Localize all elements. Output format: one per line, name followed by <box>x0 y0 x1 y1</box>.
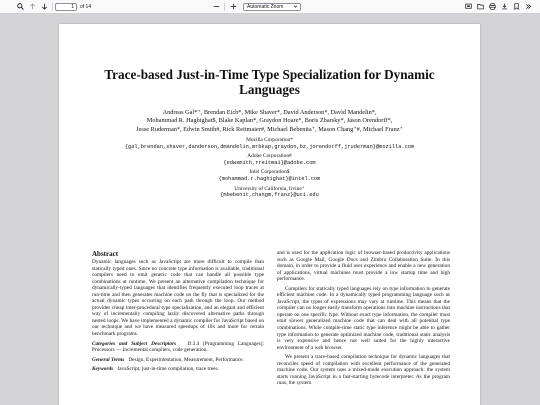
pdf-toolbar <box>0 0 540 14</box>
presentation-icon[interactable] <box>463 2 473 12</box>
paper-title <box>59 67 480 97</box>
abstract-heading: Abstract <box>92 250 119 258</box>
page-number-input[interactable]: 1 <box>55 3 77 11</box>
toolbar-separator <box>52 3 53 11</box>
affiliation-email: {gal,brendan,shaver,danderson,dmandelin,mrbkap,graydon,bz,jorendorff,jruderman}@mozilla.com <box>124 143 415 150</box>
general-terms-text: Design, Experimentation, Measurement, Performance. <box>128 356 244 363</box>
open-file-icon[interactable] <box>475 2 485 12</box>
page-count-label: of 14 <box>80 3 92 10</box>
body-paragraph: and is used for the application logic of browser-based productivity applications such as Google Mail, Google Docs and Zimbra Collaboration Suite. In this domain, in order to provide a fluid user experience and enable a new generation of applications, virtual machines must provide a low startup time and high performance. <box>277 250 450 283</box>
affiliation-name: Mozilla Corporation* <box>246 137 293 143</box>
title-line-2: Languages <box>239 82 300 97</box>
authors-line-3: Jesse Ruderman*, Edwin Smith#, Rick Reitmaier#, Michael Bebenita⁺, Mason Chang⁺#, Michael Franz⁺ <box>136 125 403 133</box>
authors-line-1: Andreas Gal*⁺, Brendan Eich*, Mike Shaver*, David Anderson*, David Mandelin*, <box>162 109 377 116</box>
body-paragraph: We present a trace-based compilation technique for dynamic languages that reconciles speed of compilation with excellent performance of the generated machine code. Our system uses a mixed-mode execution approach: the system starts running JavaScript in a fast-starting bytecode interpreter. As the program runs, the system <box>277 354 450 387</box>
save-icon[interactable] <box>499 2 509 12</box>
pdf-page <box>59 24 480 405</box>
categories-text: D.3.4 [Programming Languages]: Processors — Incremental compilers, code generation. <box>92 340 264 354</box>
author-list <box>59 109 480 134</box>
tools-menu-icon[interactable] <box>523 2 533 12</box>
zoom-select-value: Automatic Zoom <box>247 3 284 10</box>
title-line-1: Trace-based Just-in-Time Type Specialization for Dynamic <box>104 67 435 82</box>
affiliation-name: Adobe Corporation# <box>247 153 292 160</box>
affiliation-name: University of California, Irvine⁺ <box>234 185 305 192</box>
affiliation-intel <box>59 169 480 182</box>
affiliation-mozilla <box>59 137 480 150</box>
keywords-label: Keywords <box>92 366 114 373</box>
bookmark-icon[interactable] <box>511 2 521 12</box>
general-terms-label: General Terms <box>92 356 125 363</box>
affiliation-adobe <box>59 153 480 166</box>
toolbar-right <box>462 2 534 12</box>
authors-line-2: Mohammad R. Haghighat$, Blake Kaplan*, Graydon Hoare*, Boris Zbarsky*, Jason Orendorff*, <box>146 117 393 125</box>
affiliation-email: {mbebenit,changm,franz}@uci.edu <box>220 192 319 199</box>
search-icon[interactable] <box>15 2 25 12</box>
body-paragraph: Compilers for statically typed languages rely on type information to generate efficient machine code. In a dynamically typed programming language such as JavaScript, the types of expressions may vary at runtime. This means that the compiler can no longer easily transform operations into machine instructions that operate on one specific type. Without exact type information, the compiler must emit slower generalized machine code that can deal with all potential type combinations. While compile-time static type inference might be able to gather type information to generate optimized machine code, traditional static analysis is very expensive and hence not well suited for the highly interactive environment of a web browser. <box>277 285 450 351</box>
right-column <box>277 250 450 390</box>
abstract-text: Dynamic languages such as JavaScript are more difficult to compile than statically typed ones. Since no concrete type information is available, traditional compilers need to emit generic code that can handle all possible type combinations at runtime. We present an alternative compilation technique for dynamically-typed languages that identifies frequently executed loop traces at run-time and then generates machine code on the fly that is specialized for the actual dynamic types occurring on each path through the loop. Our method provides cheap inter-procedural type specialization, and an elegant and efficient way of incrementally compiling lazily discovered alternative paths through nested loops. We have implemented a dynamic compiler for JavaScript based on our technique and we have measured speedups of 10x and more for certain benchmark programs. <box>92 259 264 338</box>
keywords-paragraph <box>92 366 264 373</box>
print-icon[interactable] <box>487 2 497 12</box>
affiliation-name: Intel Corporation$ <box>249 169 290 176</box>
left-column <box>92 250 264 376</box>
toolbar-left <box>14 2 91 12</box>
zoom-select[interactable] <box>243 3 301 11</box>
affiliations <box>59 137 480 202</box>
chevron-down-icon <box>293 4 298 9</box>
general-terms-paragraph <box>92 357 264 364</box>
zoom-out-icon[interactable] <box>211 2 221 12</box>
arrow-up-icon[interactable] <box>27 2 37 12</box>
toolbar-center <box>210 2 301 12</box>
keywords-text: JavaScript, just-in-time compilation, trace trees. <box>117 366 219 373</box>
arrow-down-icon[interactable] <box>39 2 49 12</box>
affiliation-uci <box>59 186 480 199</box>
affiliation-email: {mohammad.r.haghighat}@intel.com <box>218 175 321 182</box>
categories-paragraph <box>92 341 264 354</box>
affiliation-email: {edwsmith,rreitmai}@adobe.com <box>223 159 316 166</box>
categories-label: Categories and Subject Descriptors <box>92 340 177 347</box>
toolbar-separator <box>224 3 225 11</box>
zoom-in-icon[interactable] <box>228 2 238 12</box>
